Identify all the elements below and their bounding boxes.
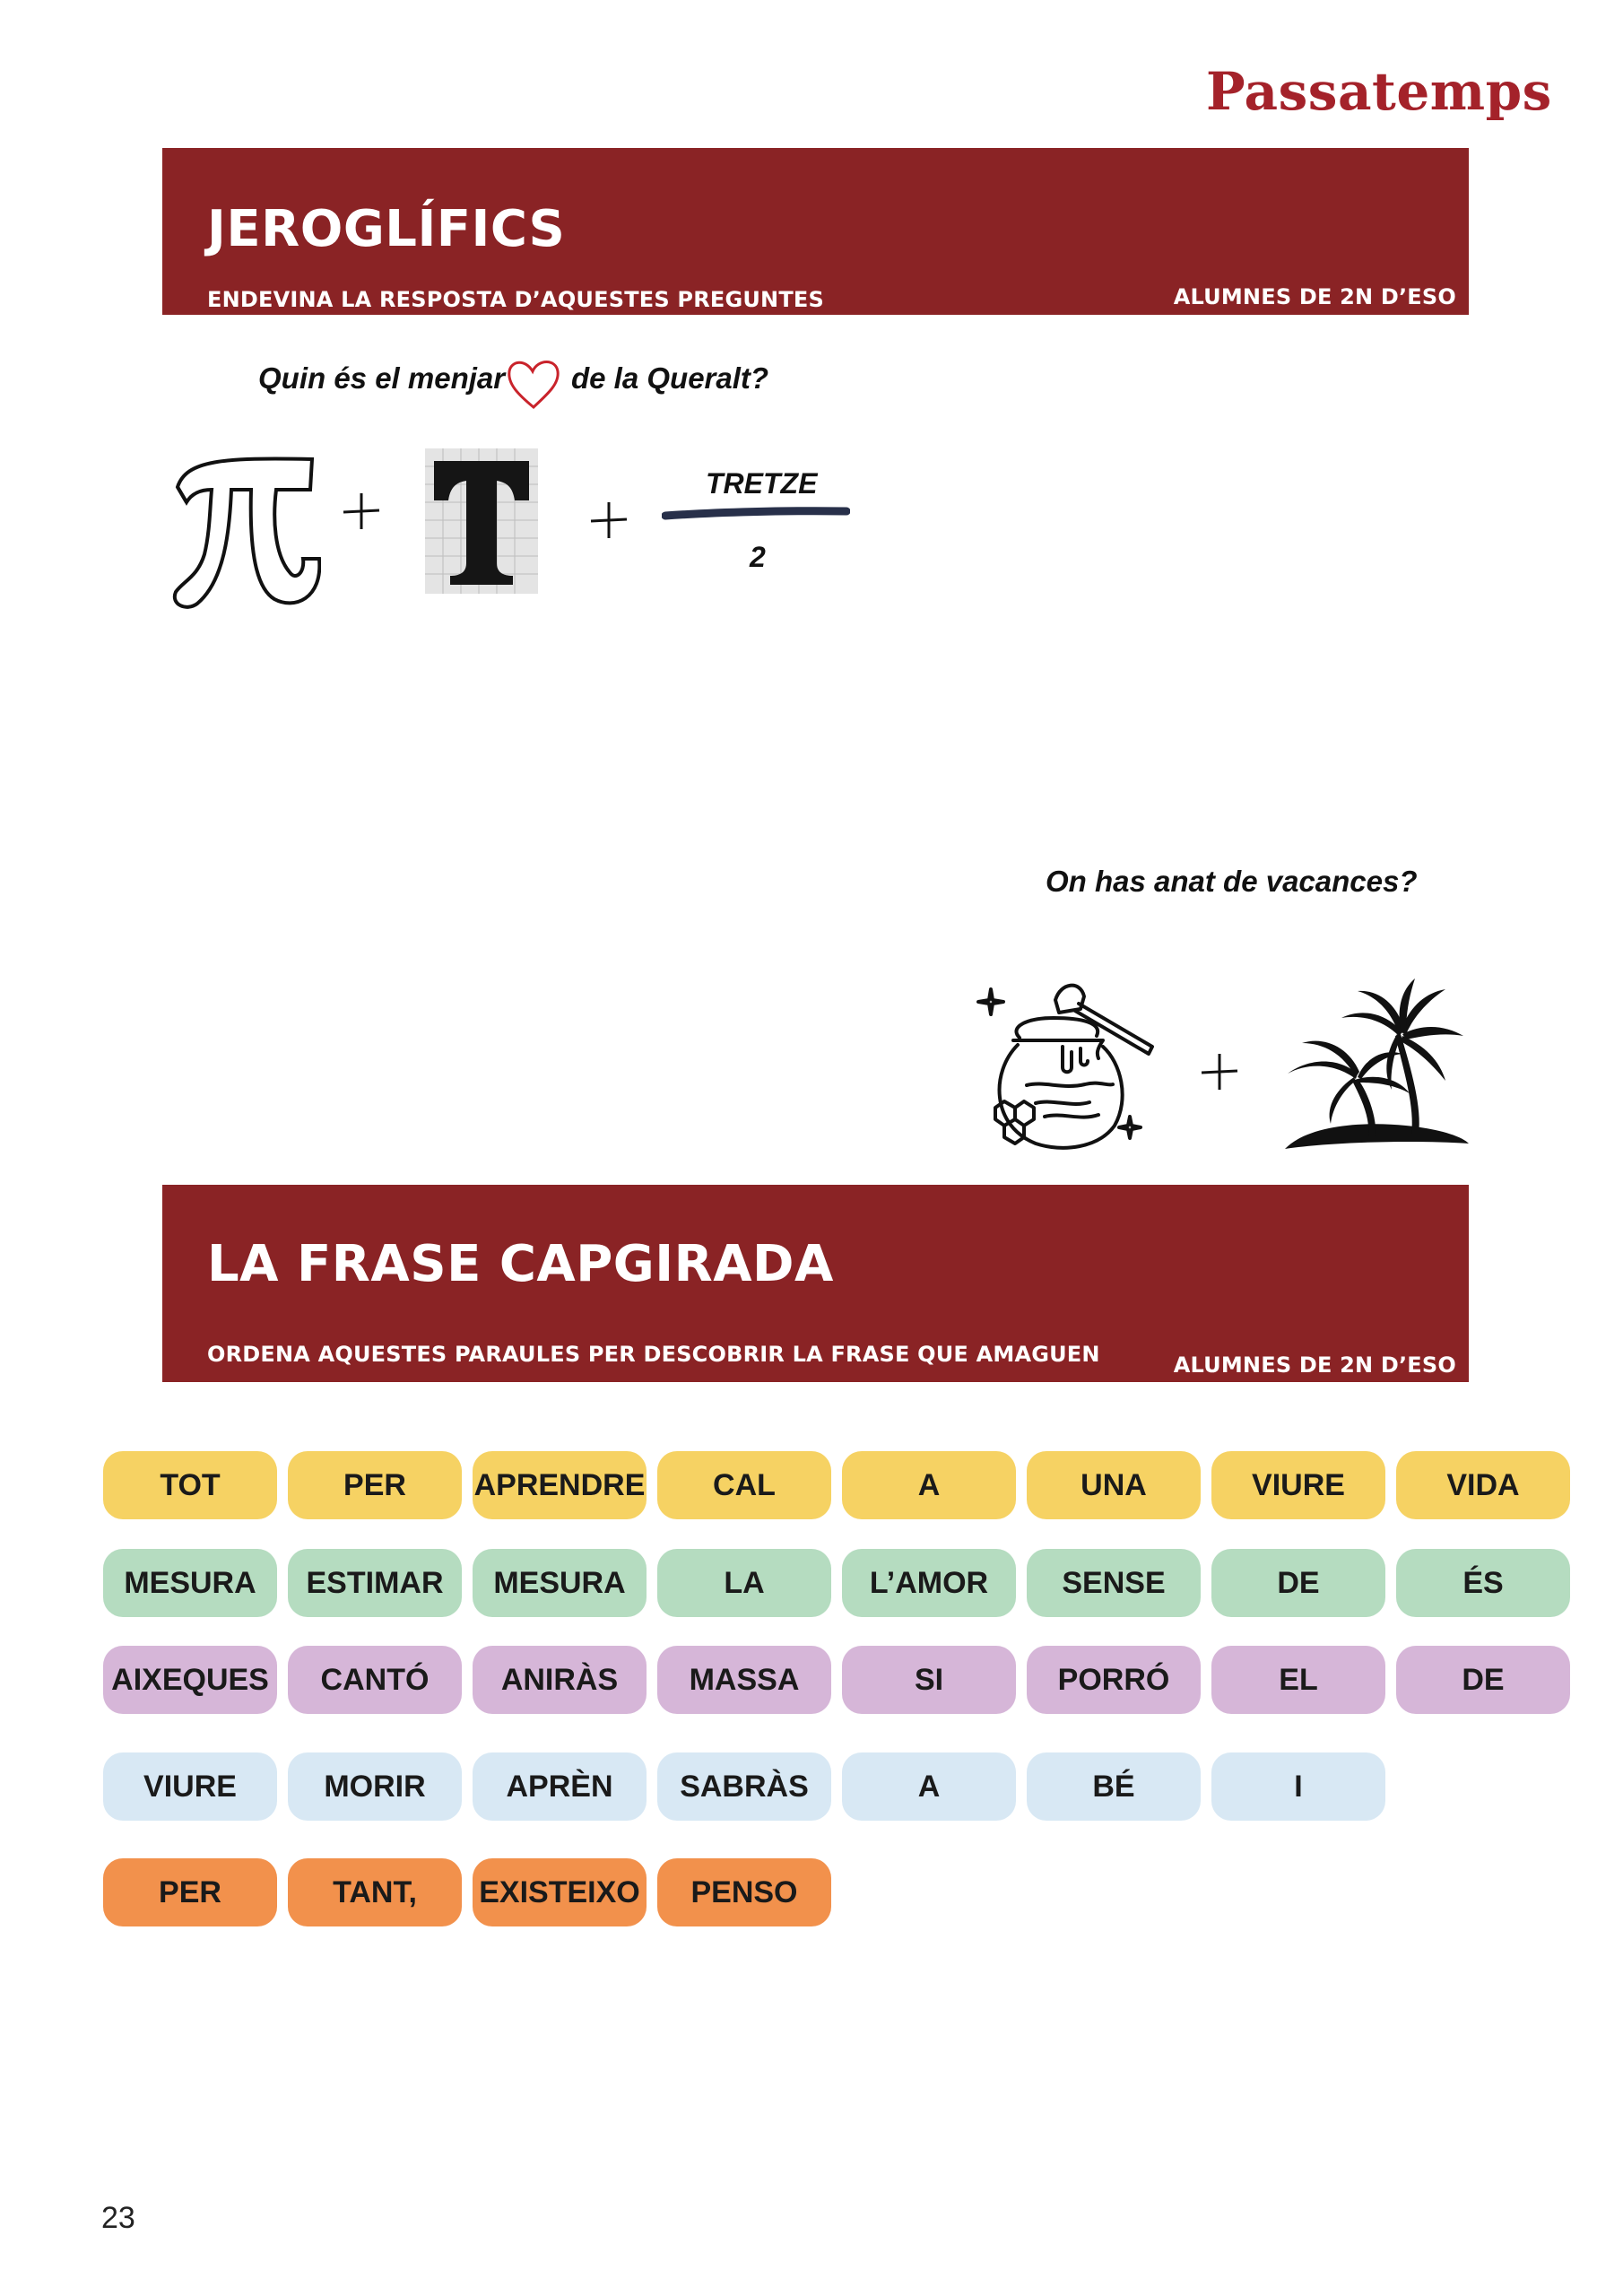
fraction-denominator: 2 bbox=[750, 541, 766, 573]
word-pill[interactable]: VIDA bbox=[1396, 1451, 1570, 1519]
question-1-end: de la Queralt? bbox=[571, 361, 769, 395]
word-pill[interactable]: VIURE bbox=[103, 1752, 277, 1821]
fraction-numerator: TRETZE bbox=[706, 467, 818, 500]
word-pill[interactable]: ÉS bbox=[1396, 1549, 1570, 1617]
word-pill[interactable]: EL bbox=[1211, 1646, 1385, 1714]
word-pill[interactable]: SENSE bbox=[1027, 1549, 1201, 1617]
honey-pot-icon bbox=[973, 973, 1161, 1161]
word-pill[interactable]: CAL bbox=[657, 1451, 831, 1519]
word-pill[interactable]: DE bbox=[1396, 1646, 1570, 1714]
word-pill[interactable]: MASSA bbox=[657, 1646, 831, 1714]
word-pill[interactable]: DE bbox=[1211, 1549, 1385, 1617]
word-pill[interactable]: PENSO bbox=[657, 1858, 831, 1926]
word-pill[interactable]: I bbox=[1211, 1752, 1385, 1821]
word-pill[interactable]: VIURE bbox=[1211, 1451, 1385, 1519]
jeroglifics-banner bbox=[162, 148, 1469, 315]
word-pill[interactable]: A bbox=[842, 1451, 1016, 1519]
word-pill[interactable]: EXISTEIXO bbox=[473, 1858, 647, 1926]
word-pill[interactable]: MORIR bbox=[288, 1752, 462, 1821]
frase-banner bbox=[162, 1185, 1469, 1382]
section-label: Passatemps bbox=[1206, 61, 1552, 122]
word-pill[interactable]: MESURA bbox=[103, 1549, 277, 1617]
palm-island-icon bbox=[1280, 973, 1471, 1152]
word-pill[interactable]: TOT bbox=[103, 1451, 277, 1519]
word-pill[interactable]: BÉ bbox=[1027, 1752, 1201, 1821]
word-pill[interactable]: ESTIMAR bbox=[288, 1549, 462, 1617]
word-pill[interactable]: AIXEQUES bbox=[103, 1646, 277, 1714]
frase-author: ALUMNES DE 2N D’ESO bbox=[1173, 1352, 1456, 1378]
word-pill[interactable]: APRENDRE bbox=[473, 1451, 647, 1519]
plus-icon bbox=[1197, 1049, 1242, 1094]
plus-icon bbox=[586, 498, 631, 543]
heart-icon bbox=[502, 352, 565, 414]
word-pill[interactable]: PER bbox=[288, 1451, 462, 1519]
pi-icon bbox=[160, 447, 321, 613]
word-pill[interactable]: APRÈN bbox=[473, 1752, 647, 1821]
question-1-start: Quin és el menjar bbox=[258, 361, 506, 395]
fraction-bar bbox=[662, 505, 850, 523]
jeroglifics-author: ALUMNES DE 2N D’ESO bbox=[1173, 284, 1456, 309]
word-pill[interactable]: PER bbox=[103, 1858, 277, 1926]
word-pill[interactable]: CANTÓ bbox=[288, 1646, 462, 1714]
page-number: 23 bbox=[101, 2201, 135, 2235]
word-pill[interactable]: SABRÀS bbox=[657, 1752, 831, 1821]
word-pill[interactable]: SI bbox=[842, 1646, 1016, 1714]
letter-t-icon bbox=[425, 448, 538, 594]
word-pill[interactable]: LA bbox=[657, 1549, 831, 1617]
jeroglifics-title: JEROGLÍFICS bbox=[207, 200, 566, 258]
frase-title: LA FRASE CAPGIRADA bbox=[207, 1235, 834, 1293]
word-pill[interactable]: PORRÓ bbox=[1027, 1646, 1201, 1714]
word-pill[interactable]: L’AMOR bbox=[842, 1549, 1016, 1617]
word-pill[interactable]: A bbox=[842, 1752, 1016, 1821]
word-pill[interactable]: TANT, bbox=[288, 1858, 462, 1926]
word-pill[interactable]: MESURA bbox=[473, 1549, 647, 1617]
frase-subtitle: ORDENA AQUESTES PARAULES PER DESCOBRIR LA FRASE QUE AMAGUEN bbox=[207, 1342, 1100, 1367]
jeroglifics-subtitle: ENDEVINA LA RESPOSTA D’AQUESTES PREGUNTES bbox=[207, 287, 824, 312]
plus-icon bbox=[339, 489, 384, 534]
word-pill[interactable]: ANIRÀS bbox=[473, 1646, 647, 1714]
word-pill[interactable]: UNA bbox=[1027, 1451, 1201, 1519]
question-2: On has anat de vacances? bbox=[1046, 865, 1418, 898]
